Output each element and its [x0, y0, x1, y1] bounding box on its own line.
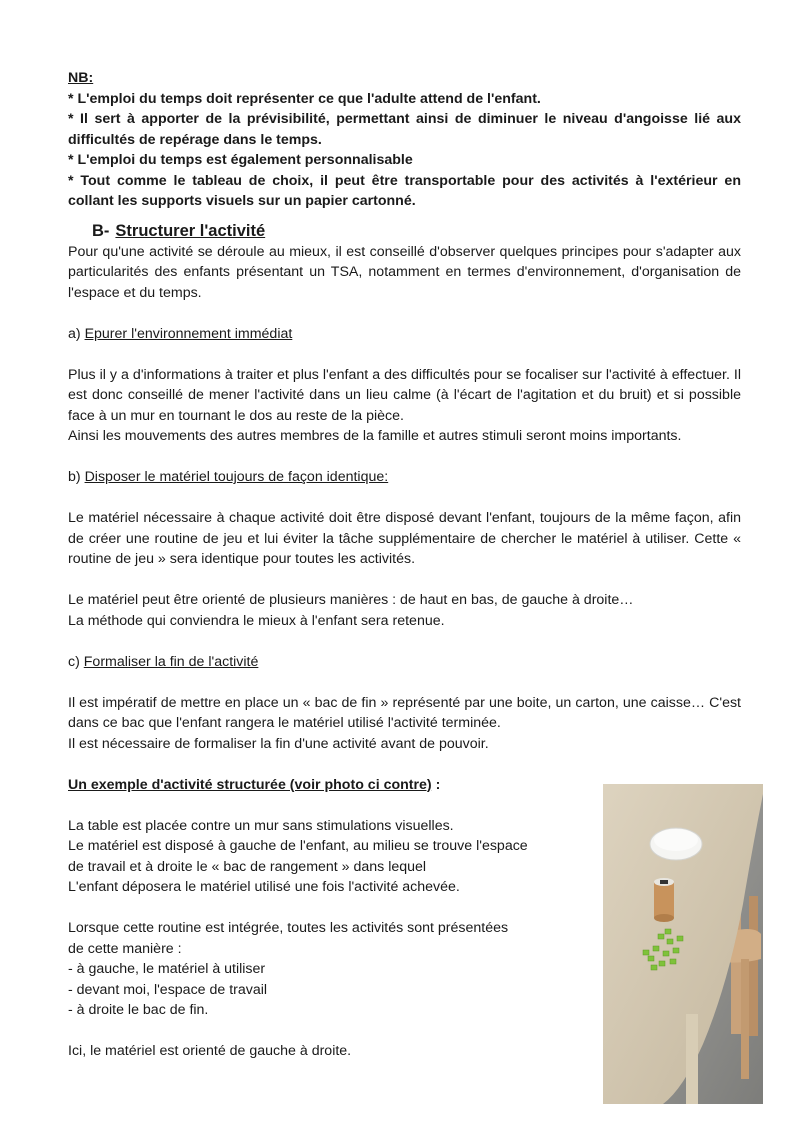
sub-a-paragraph-1: Plus il y a d'informations à traiter et plus l'enfant a des difficultés pour se focaliser sur l'activité à effectuer. Il est donc conseillé de mener l'activité dans un lieu calme (à l'écart de l'agitation et du bruit) et si possible face à un mur en tournant le dos au reste de la pièce. [68, 366, 741, 424]
example-last-line: Ici, le matériel est orienté de gauche à droite. [68, 1043, 352, 1059]
sub-b-paragraph-1: Le matériel nécessaire à chaque activité doit être disposé devant l'enfant, toujours de la même façon, afin de créer une routine de jeu et lui éviter la tâche supplémentaire de chercher le matériel à utiliser. Cette « routine de jeu » sera identique pour toutes les activités. [68, 510, 741, 567]
example-title-suffix: : [431, 776, 441, 793]
document-page [68, 68, 741, 1062]
sub-a-paragraph-2: Ainsi les mouvements des autres membres de la famille et autres stimuli seront moins importants. [68, 428, 682, 444]
nb-line-1: * L'emploi du temps doit représenter ce que l'adulte attend de l'enfant. [68, 90, 541, 107]
example-line: L'enfant déposera le matériel utilisé une fois l'activité achevée. [68, 879, 460, 895]
nb-line-3: * L'emploi du temps est également personnalisable [68, 152, 413, 168]
cylinder-shape [654, 878, 674, 922]
sub-c-paragraph-2: Il est nécessaire de formaliser la fin d'une activité avant de pouvoir. [68, 735, 489, 752]
sub-a-title: Epurer l'environnement immédiat [84, 325, 293, 342]
sub-b-paragraph-2: Le matériel peut être orienté de plusieurs manières : de haut en bas, de gauche à droite… [68, 592, 634, 608]
sub-c-heading [68, 652, 741, 673]
nb-title: NB: [68, 70, 94, 86]
sub-b-prefix: b) [68, 469, 85, 485]
sub-a-prefix: a) [68, 325, 85, 342]
bowl-shape [650, 828, 702, 860]
example-line: Le matériel est disposé à gauche de l'enfant, au milieu se trouve l'espace [68, 838, 528, 854]
sub-b-title: Disposer le matériel toujours de façon identique: [84, 469, 389, 485]
example-text-column [68, 816, 583, 1062]
example-line: de cette manière : [68, 940, 182, 957]
sub-b-paragraph-3: La méthode qui conviendra le mieux à l'enfant sera retenue. [68, 612, 445, 629]
sub-c-prefix: c) [68, 653, 84, 670]
example-list-item: - à gauche, le matériel à utiliser [68, 961, 266, 977]
section-b-letter: B- [92, 221, 110, 240]
example-list-item: - devant moi, l'espace de travail [68, 981, 268, 998]
example-list-item: - à droite le bac de fin. [68, 1002, 209, 1018]
section-b-intro: Pour qu'une activité se déroule au mieux, il est conseillé d'observer quelques principes pour s'adapter aux particularités des enfants présentant un TSA, notamment en termes d'environnement, d'organisation de l'espace et du temps. [68, 243, 741, 301]
nb-line-2: * Il sert à apporter de la prévisibilité, permettant ainsi de diminuer le niveau d'angoisse lié aux difficultés de repérage dans le temps. [68, 111, 741, 148]
example-title: Un exemple d'activité structurée (voir photo ci contre) [68, 776, 432, 793]
sub-a-heading [68, 324, 741, 345]
activity-photo [603, 784, 763, 1104]
sub-c-paragraph-1: Il est impératif de mettre en place un « bac de fin » représenté par une boite, un carton, une caisse… C'est dans ce bac que l'enfant rangera le matériel utilisé l'activité terminée. [68, 694, 741, 731]
example-line: de travail et à droite le « bac de rangement » dans lequel [68, 858, 427, 875]
nb-line-4: * Tout comme le tableau de choix, il peut être transportable pour des activités à l'extérieur en collant les supports visuels sur un papier cartonné. [68, 172, 741, 209]
section-b-title: Structurer l'activité [115, 221, 266, 240]
example-line: La table est placée contre un mur sans stimulations visuelles. [68, 817, 454, 834]
sub-b-heading [68, 467, 741, 488]
section-b-heading [92, 220, 741, 242]
sub-c-title: Formaliser la fin de l'activité [83, 653, 259, 670]
example-line: Lorsque cette routine est intégrée, toutes les activités sont présentées [68, 920, 509, 936]
